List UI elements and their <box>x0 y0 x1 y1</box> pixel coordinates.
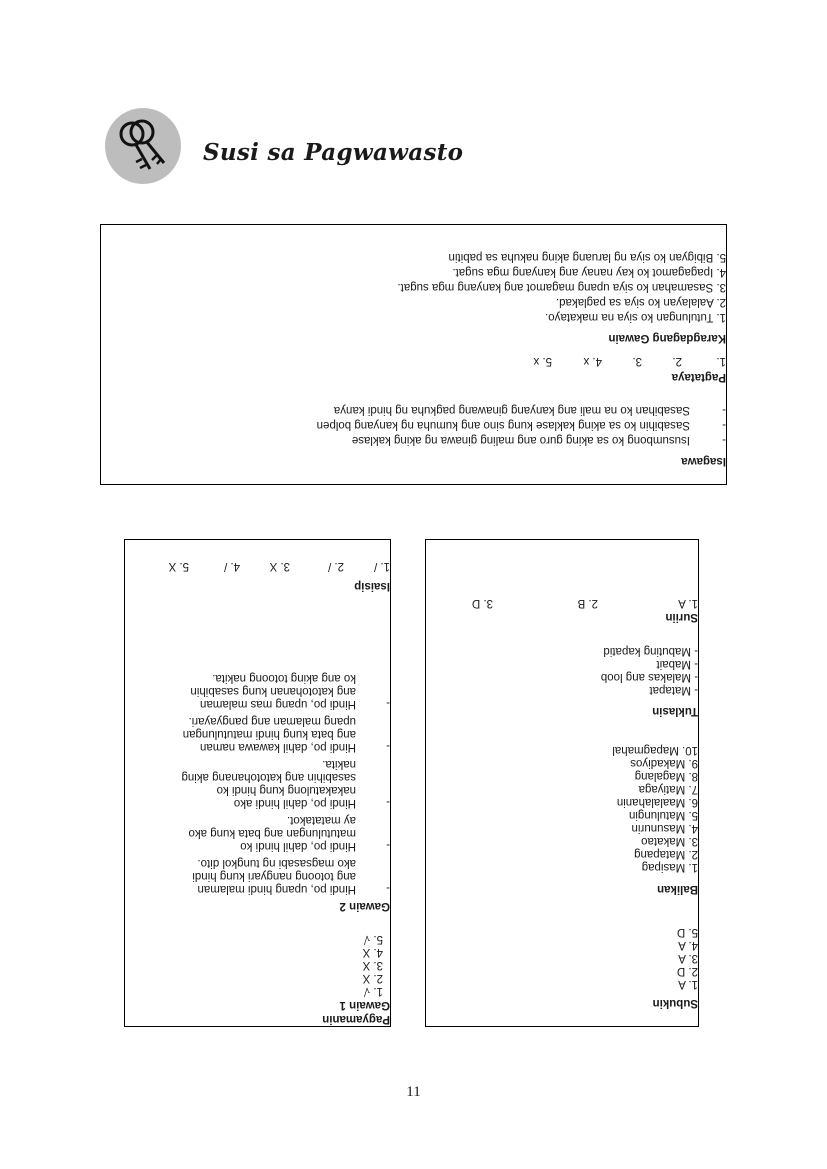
list-item: 4. Masunurin <box>631 822 698 834</box>
pagtataya-heading: Pagtataya <box>671 371 726 383</box>
list-item: 3. Sasamahan ko siya upang magamot ang kanyang mga sugat. <box>397 281 726 293</box>
list-item: 4. X <box>362 946 383 958</box>
list-item: 8. Magalang <box>634 770 698 782</box>
page-number: 11 <box>406 1084 421 1100</box>
list-item: 4. x <box>583 355 602 367</box>
top-answer-box <box>100 224 727 485</box>
pagyamanin-heading: Pagyamanin <box>322 1013 390 1025</box>
list-item: - Hindi po, upang hindi malaman ang totoong nangyari kung hindi ako magsasabi ng tungkol dito. <box>192 857 390 895</box>
list-item: 10. Mapagmahal <box>612 744 698 756</box>
list-item: - Hindi po, upang mas malaman ang katotohanan kung sasabihin ko ang aking totoong nakita. <box>190 672 390 710</box>
list-item: 3. <box>632 355 642 367</box>
isagawa-heading: Isagawa <box>681 455 726 467</box>
gawain-1-heading: Gawain 1 <box>339 999 390 1011</box>
list-item: 1. √ <box>363 985 383 997</box>
list-item: - Hindi po, dahil hindi ako nakakatulong kung hindi ko sasabihin ang katotohanang aking nakita. <box>181 758 390 809</box>
suriin-heading: Suriin <box>665 611 698 623</box>
list-item: -Sasabihan ko na mali ang kanyang ginawang pagkuha ng hindi kanya <box>333 404 726 416</box>
list-item: 2. D <box>676 965 698 977</box>
list-item: 5. Bibigyan ko siya ng laruang aking nakuha sa pabitin <box>448 251 726 263</box>
keys-logo-icon <box>104 107 182 185</box>
subukin-answer-box <box>425 539 699 1027</box>
list-item: 3. Makatao <box>641 835 698 847</box>
list-item: 3. X <box>362 959 383 971</box>
balikan-heading: Balikan <box>657 883 698 895</box>
page-title: Susi sa Pagwawasto <box>203 139 464 166</box>
subukin-heading: Subukin <box>652 997 698 1009</box>
list-item: 1. / <box>374 560 390 572</box>
karagdagang-gawain-heading: Karagdagang Gawain <box>608 332 726 344</box>
list-item: 1. <box>716 355 726 367</box>
list-item: 4. A <box>678 939 698 951</box>
list-item: -Sasabihin ko sa aking kaklase kung sino ang kumuha ng kanyang bolpen <box>316 419 726 431</box>
list-item: 1. A <box>678 978 698 990</box>
list-item: 4. Ipagagamot ko kay nanay ang kanyang mga sugat. <box>452 266 726 278</box>
list-item: 3. D <box>471 597 493 609</box>
list-item: - Malakas ang loob <box>600 671 698 683</box>
pagyamanin-answer-box <box>124 539 391 1027</box>
list-item: 7. Matiyaga <box>638 783 698 795</box>
list-item: 5. √ <box>363 933 383 945</box>
list-item: 2. / <box>328 560 344 572</box>
list-item: - Hindi po, dahil kawawa naman ang bata kung hindi matutulungan upang malaman ang pangyayari. <box>182 715 390 753</box>
gawain-2-heading: Gawain 2 <box>339 900 390 912</box>
list-item: 3. X <box>269 560 290 572</box>
isaisip-heading: Isaisip <box>354 580 390 592</box>
list-item: 1. Tutulungan ko siya na makatayo. <box>545 311 726 323</box>
list-item: 4. / <box>224 560 240 572</box>
list-item: - Hindi po, dahil hindi ko matutulungan ang bata kung ako ay matatakot. <box>188 814 390 852</box>
list-item: - Mabuting kapatid <box>603 645 698 657</box>
list-item: 5. x <box>533 355 552 367</box>
list-item: 5. Matulungin <box>628 809 698 821</box>
tuklasin-heading: Tuklasin <box>652 705 698 717</box>
list-item: 2. <box>672 355 682 367</box>
gawain-2-list <box>180 667 390 895</box>
list-item: -Isusumbong ko sa aking guro ang maling ginawa ng aking kaklase <box>351 434 726 446</box>
list-item: 2. X <box>362 972 383 984</box>
list-item: 1. A <box>678 597 698 609</box>
list-item: 9. Makadiyos <box>630 757 698 769</box>
list-item: 2. B <box>577 597 598 609</box>
list-item: 1. Masipag <box>641 861 698 873</box>
list-item: 2. Aalalayan ko siya sa paglakad. <box>555 296 726 308</box>
list-item: - Matapat <box>649 684 698 696</box>
list-item: 6. Maalalahanin <box>616 796 698 808</box>
list-item: 5. X <box>168 560 189 572</box>
list-item: 5. D <box>676 926 698 938</box>
list-item: 2. Matapang <box>634 848 698 860</box>
list-item: - Mabait <box>656 658 698 670</box>
list-item: 3. A <box>678 952 698 964</box>
